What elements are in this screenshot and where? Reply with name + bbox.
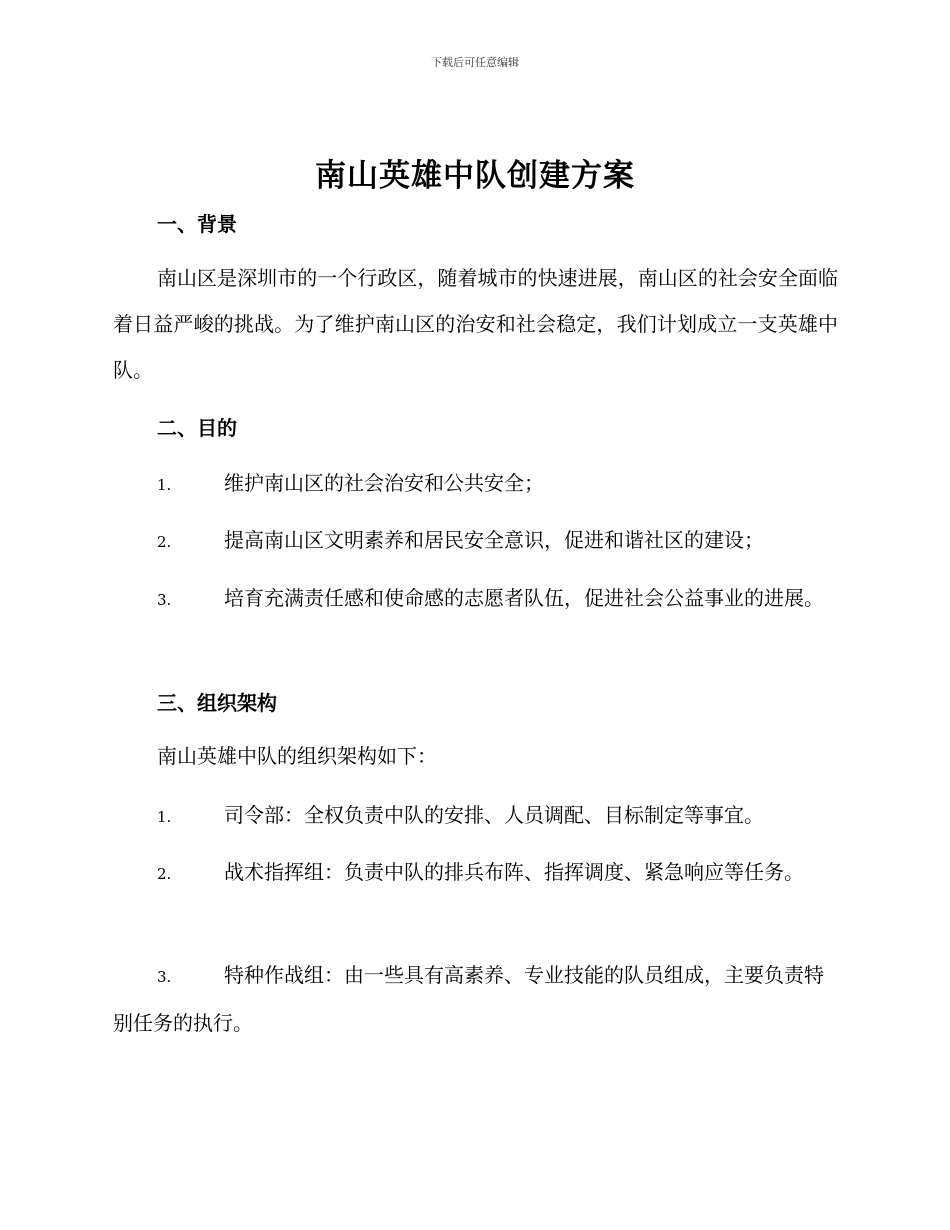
list-item-number: 3. (157, 968, 172, 986)
list-item-number: 1. (157, 808, 172, 826)
list-item (113, 849, 838, 897)
list-item (113, 792, 838, 840)
list-item-number: 2. (157, 533, 172, 551)
list-item-number: 2. (157, 865, 172, 883)
list-item-text: 司令部：全权负责中队的安排、人员调配、目标制定等事宜。 (224, 803, 764, 827)
list-item (113, 460, 838, 508)
section-heading-background: 一、背景 (157, 212, 237, 236)
document-title: 南山英雄中队创建方案 (315, 158, 635, 194)
list-item (113, 517, 838, 565)
section-heading-purpose: 二、目的 (157, 416, 237, 440)
list-item-number: 1. (157, 476, 172, 494)
list-item-text: 维护南山区的社会治安和公共安全； (224, 471, 544, 495)
list-item-text: 提高南山区文明素养和居民安全意识，促进和谐社区的建设； (224, 528, 764, 552)
section-heading-organization: 三、组织架构 (157, 691, 277, 715)
background-paragraph: 南山区是深圳市的一个行政区，随着城市的快速进展，南山区的社会安全面临着日益严峻的挑战。为了维护南山区的治安和社会稳定，我们计划成立一支英雄中队。 (113, 266, 838, 382)
header-note: 下载后可任意编辑 (431, 56, 519, 69)
list-item-text: 特种作战组：由一些具有高素养、专业技能的队员组成，主要负责特别任务的执行。 (113, 963, 824, 1035)
list-item-text: 培育充满责任感和使命感的志愿者队伍，促进社会公益事业的进展。 (224, 586, 824, 610)
list-item-text: 战术指挥组：负责中队的排兵布阵、指挥调度、紧急响应等任务。 (224, 860, 804, 884)
list-item (113, 575, 838, 623)
organization-intro: 南山英雄中队的组织架构如下： (157, 744, 437, 768)
list-item-number: 3. (157, 591, 172, 609)
list-item (113, 952, 838, 1046)
